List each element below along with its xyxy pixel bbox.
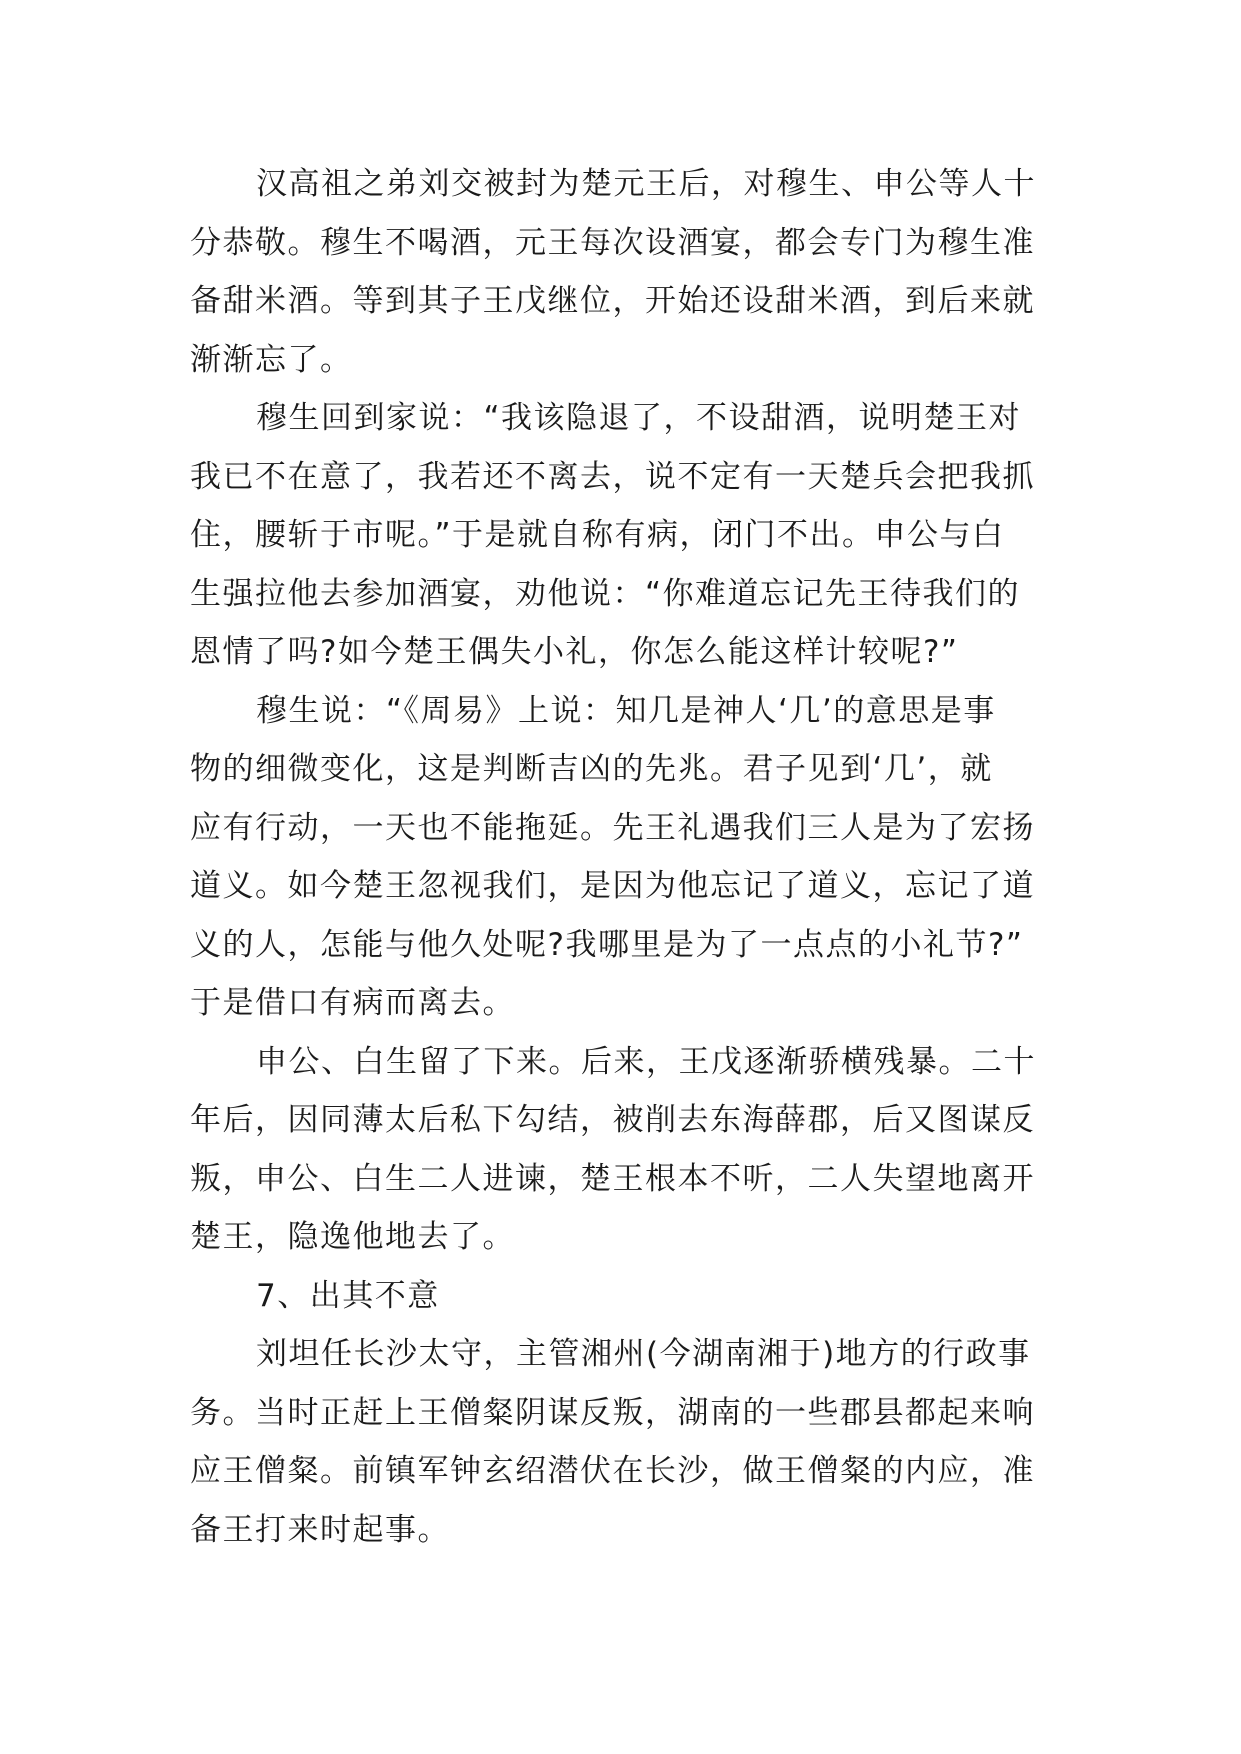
text-line: 务。当时正赶上王僧粲阴谋反叛，湖南的一些郡县都起来响 [190,1394,1035,1431]
text-line: 恩情了吗?如今楚王偶失小礼，你怎么能这样计较呢?” [190,634,959,670]
text-line: 分恭敬。穆生不喝酒，元王每次设酒宴，都会专门为穆生准 [190,224,1035,261]
text-line: 应有行动，一天也不能拖延。先王礼遇我们三人是为了宏扬 [190,809,1035,846]
text-line: 我已不在意了，我若还不离去，说不定有一天楚兵会把我抓 [190,458,1035,495]
text-line: 穆生回到家说：“我该隐退了，不设甜酒，说明楚王对 [256,400,1022,436]
text-line: 备甜米酒。等到其子王戊继位，开始还设甜米酒，到后来就 [190,283,1035,319]
text-line: 叛，申公、白生二人进谏，楚王根本不听，二人失望地离开 [190,1160,1035,1197]
text-line: 申公、白生留了下来。后来，王戊逐渐骄横残暴。二十 [256,1043,1036,1080]
text-line: 楚王，隐逸他地去了。 [190,1219,515,1255]
text-line: 义的人，怎能与他久处呢?我哪里是为了一点点的小礼节?” [190,926,1024,963]
text-line: 生强拉他去参加酒宴，劝他说：“你难道忘记先王待我们的 [190,575,1021,612]
text-line: 物的细微变化，这是判断吉凶的先兆。君子见到‘几’，就 [190,751,993,787]
text-line: 备王打来时起事。 [190,1511,450,1548]
text-line: 于是借口有病而离去。 [190,985,515,1021]
text-line: 应王僧粲。前镇军钟玄绍潜伏在长沙，做王僧粲的内应，准 [190,1453,1035,1489]
text-line: 渐渐忘了。 [190,341,353,378]
text-line: 刘坦任长沙太守，主管湘州(今湖南湘于)地方的行政事 [256,1336,1031,1372]
text-line: 道义。如今楚王忽视我们，是因为他忘记了道义，忘记了道 [190,868,1035,904]
document-body [190,155,1050,1559]
text-line: 穆生说：“《周易》上说：知几是神人‘几’的意思是事 [256,692,996,729]
text-line: 年后，因同薄太后私下勾结，被削去东海薛郡，后又图谋反 [190,1102,1035,1138]
text-line: 汉高祖之弟刘交被封为楚元王后，对穆生、申公等人十 [256,166,1036,202]
text-line: 7、出其不意 [256,1277,440,1314]
text-line: 住，腰斩于市呢。”于是就自称有病，闭门不出。申公与白 [190,517,1005,553]
